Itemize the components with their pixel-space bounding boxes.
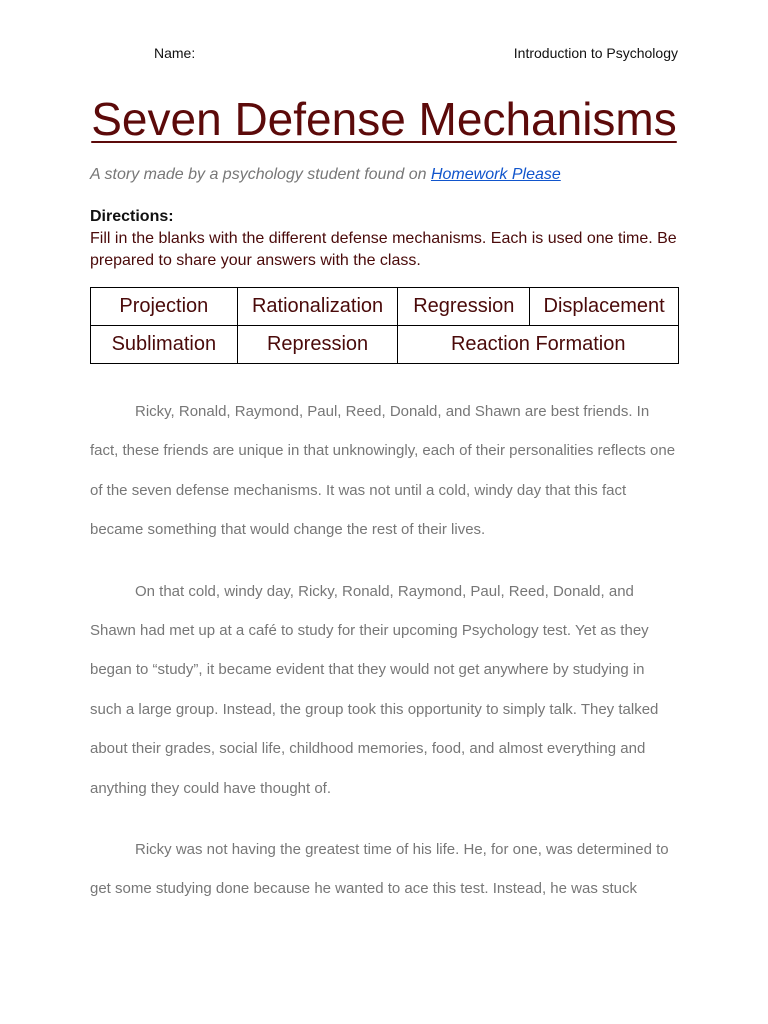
directions-heading: Directions:	[90, 208, 174, 225]
term-cell: Projection	[91, 288, 238, 326]
term-cell: Reaction Formation	[398, 326, 679, 364]
story-body	[90, 392, 680, 931]
term-cell: Displacement	[530, 288, 679, 326]
defense-mechanisms-table	[90, 287, 679, 364]
term-cell: Repression	[237, 326, 398, 364]
story-paragraph: Ricky, Ronald, Raymond, Paul, Reed, Donald, and Shawn are best friends. In fact, these friends are unique in that unknowingly, each of their personalities reflects one of the seven defense mechanisms. It was not until a cold, windy day that this fact became something that would change the rest of their lives.	[90, 403, 676, 539]
term-cell: Rationalization	[237, 288, 398, 326]
name-label: Name:	[154, 45, 196, 61]
homework-please-link[interactable]: Homework Please	[430, 166, 561, 183]
directions-text: Fill in the blanks with the different defense mechanisms. Each is used one time. Be prepared to share your answers with the class.	[90, 230, 677, 269]
table-row	[91, 288, 679, 326]
term-cell: Sublimation	[91, 326, 238, 364]
story-paragraph: Ricky was not having the greatest time of his life. He, for one, was determined to get some studying done because he wanted to ace this test. Instead, he was stuck	[90, 841, 669, 898]
term-cell: Regression	[398, 288, 530, 326]
course-title: Introduction to Psychology	[513, 45, 678, 61]
directions	[90, 206, 680, 272]
table-row	[91, 326, 679, 364]
subtitle-text: A story made by a psychology student found on	[90, 166, 431, 183]
page-title: Seven Defense Mechanisms	[91, 93, 677, 145]
story-paragraph: On that cold, windy day, Ricky, Ronald, Raymond, Paul, Reed, Donald, and Shawn had met up at a café to study for their upcoming Psychology test. Yet as they began to “study”, it became evident that they would not get anywhere by studying in such a large group. Instead, the group took this opportunity to simply talk. They talked about their grades, social life, childhood memories, food, and almost everything and anything they could have thought of.	[90, 582, 659, 797]
subtitle	[90, 166, 561, 184]
